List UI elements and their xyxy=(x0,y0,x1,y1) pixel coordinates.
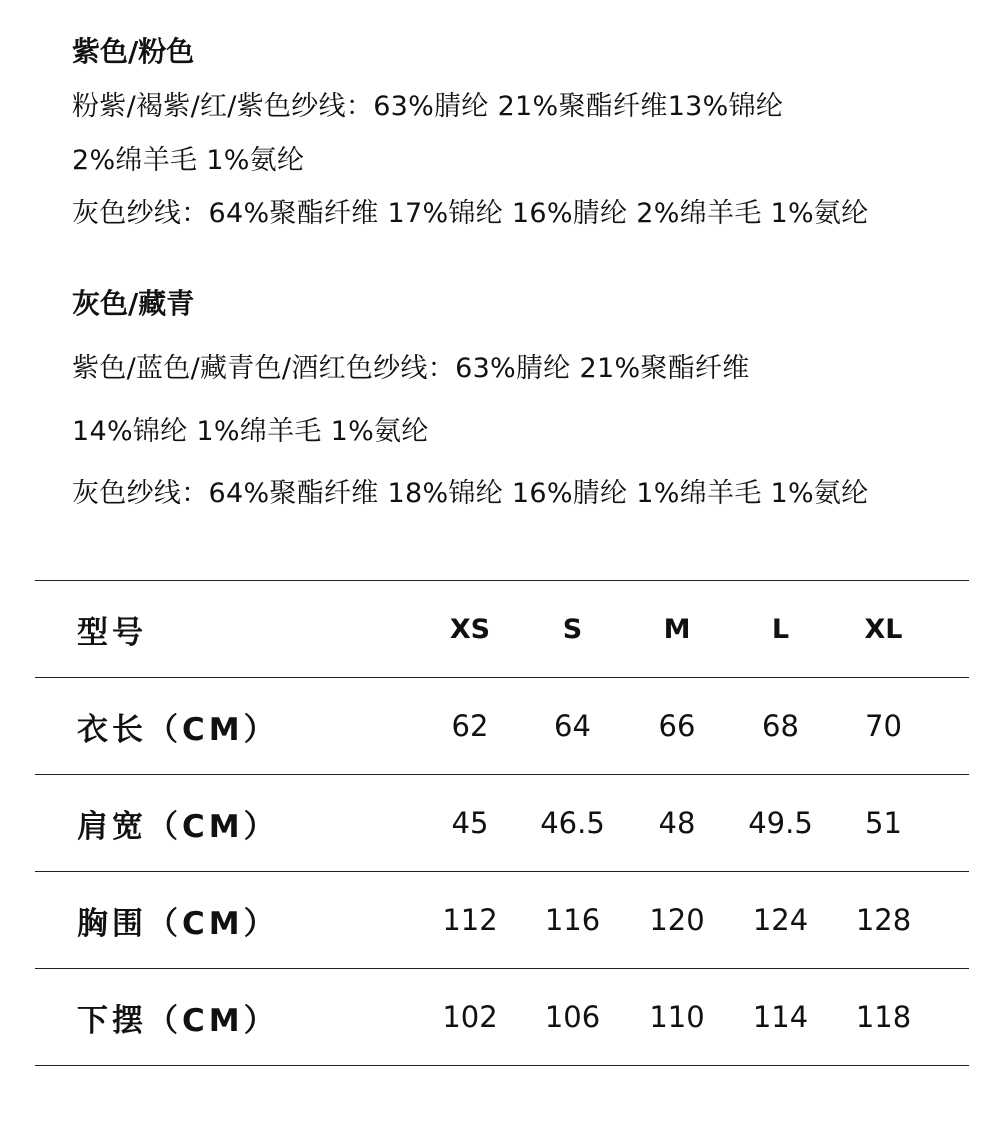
composition-line: 灰色纱线：64%聚酯纤维 17%锦纶 16%腈纶 2%绵羊毛 1%氨纶 xyxy=(72,198,869,229)
table-cell: 62 xyxy=(420,678,520,775)
table-cell: 120 xyxy=(625,872,729,969)
row-label: 肩宽（CM） xyxy=(35,775,420,872)
table-cell: 116 xyxy=(520,872,625,969)
section-title: 紫色/粉色 xyxy=(72,35,195,68)
table-row xyxy=(35,872,969,969)
table-cell: 118 xyxy=(832,969,969,1066)
table-cell: 68 xyxy=(729,678,832,775)
size-chart-table xyxy=(35,580,969,1066)
table-cell: 70 xyxy=(832,678,969,775)
size-header-xl: XL xyxy=(832,581,969,678)
section-title: 灰色/藏青 xyxy=(72,287,195,320)
row-label: 胸围（CM） xyxy=(35,872,420,969)
composition-line: 粉紫/褐紫/红/紫色纱线：63%腈纶 21%聚酯纤维13%锦纶 xyxy=(72,91,784,122)
table-cell: 45 xyxy=(420,775,520,872)
table-cell: 124 xyxy=(729,872,832,969)
table-row xyxy=(35,775,969,872)
composition-line: 2%绵羊毛 1%氨纶 xyxy=(72,145,305,176)
table-cell: 49.5 xyxy=(729,775,832,872)
table-cell: 112 xyxy=(420,872,520,969)
table-cell: 114 xyxy=(729,969,832,1066)
table-cell: 102 xyxy=(420,969,520,1066)
row-label: 衣长（CM） xyxy=(35,678,420,775)
size-header-xs: XS xyxy=(420,581,520,678)
table-cell: 64 xyxy=(520,678,625,775)
table-row xyxy=(35,678,969,775)
size-header-m: M xyxy=(625,581,729,678)
table-cell: 128 xyxy=(832,872,969,969)
composition-line: 14%锦纶 1%绵羊毛 1%氨纶 xyxy=(72,416,429,447)
composition-section-purple-pink xyxy=(72,35,972,229)
size-header-l: L xyxy=(729,581,832,678)
header-label: 型号 xyxy=(35,581,420,678)
table-cell: 66 xyxy=(625,678,729,775)
size-header-s: S xyxy=(520,581,625,678)
composition-line: 紫色/蓝色/藏青色/酒红色纱线：63%腈纶 21%聚酯纤维 xyxy=(72,353,750,384)
table-cell: 110 xyxy=(625,969,729,1066)
row-label: 下摆（CM） xyxy=(35,969,420,1066)
table-cell: 106 xyxy=(520,969,625,1066)
table-header-row xyxy=(35,581,969,678)
table-cell: 48 xyxy=(625,775,729,872)
table-cell: 46.5 xyxy=(520,775,625,872)
composition-section-gray-navy xyxy=(72,287,972,509)
table-row xyxy=(35,969,969,1066)
composition-line: 灰色纱线：64%聚酯纤维 18%锦纶 16%腈纶 1%绵羊毛 1%氨纶 xyxy=(72,478,869,509)
table-cell: 51 xyxy=(832,775,969,872)
